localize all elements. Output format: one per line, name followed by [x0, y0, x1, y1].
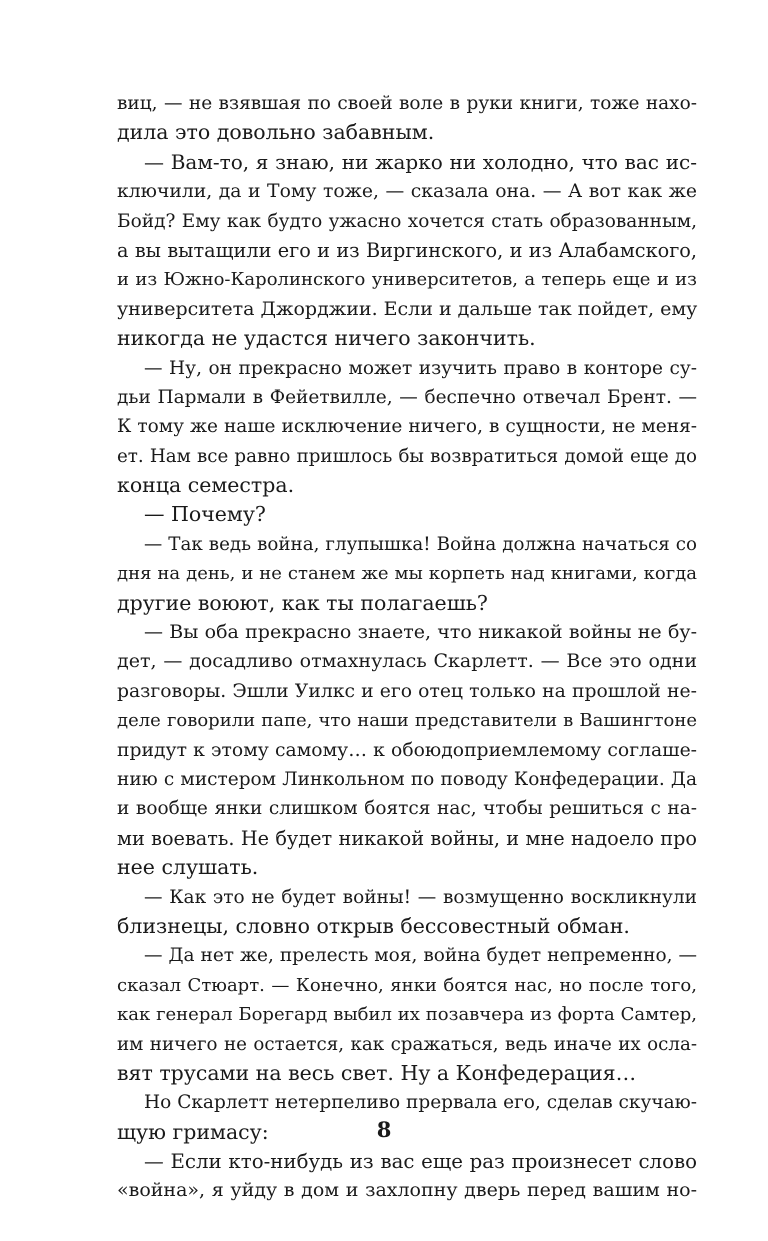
text-line: ключили, да и Тому тоже, — сказала она. — А вот как же [117, 181, 697, 203]
text-line: — Почему? [144, 502, 266, 527]
text-line: конца семестра. [117, 473, 295, 498]
text-line: ет. Нам все равно пришлось бы возвратиться домой еще до [117, 445, 697, 467]
text-line: — Так ведь война, глупышка! Война должна начаться со [144, 533, 697, 555]
text-line: им ничего не остается, как сражаться, ведь иначе их осла- [117, 1033, 697, 1055]
text-line: близнецы, словно открыв бессовестный обман. [117, 913, 630, 938]
text-line: дила это довольно забавным. [117, 120, 435, 145]
text-line: — Вы оба прекрасно знаете, что никакой войны не бу- [144, 621, 697, 644]
text-line: дьи Пармали в Фейетвилле, — беспечно отвечал Брент. — [117, 386, 697, 408]
text-line: придут к этому самому… к обоюдоприемлемому соглаше- [117, 739, 697, 761]
text-line: никогда не удастся ничего закончить. [117, 326, 536, 351]
text-line: университета Джорджии. Если и дальше так пойдет, ему [117, 297, 698, 320]
text-line: К тому же наше исключение ничего, в сущности, не меня- [117, 416, 697, 438]
text-line: ми воевать. Не будет никакой войны, и мне надоело про [117, 826, 697, 850]
text-line: другие воюют, как ты полагаешь? [117, 590, 488, 615]
text-line: — Да нет же, прелесть моя, война будет непременно, — [144, 945, 697, 967]
text-line: нее слушать. [117, 855, 259, 880]
text-line: как генерал Борегард выбил их позавчера из форта Самтер, [117, 1004, 697, 1026]
text-line: — Вам-то, я знаю, ни жарко ни холодно, что вас ис- [144, 149, 697, 174]
page-number: 8 [376, 1117, 392, 1142]
text-line: разговоры. Эшли Уилкс и его отец только на прошлой не- [117, 680, 697, 702]
text-line: дет, — досадливо отмахнулась Скарлетт. — Все это одни [117, 650, 697, 673]
body-text [117, 89, 697, 1206]
text-line: виц, — не взявшая по своей воле в руки книги, тоже нахо- [117, 93, 697, 114]
text-line: вят трусами на весь свет. Ну а Конфедерация… [117, 1060, 637, 1085]
text-line: а вы вытащили его и из Виргинского, и из Алабамского, [117, 238, 697, 262]
text-line: — Ну, он прекрасно может изучить право в конторе су- [144, 357, 697, 379]
text-line: «война», я уйду в дом и захлопну дверь перед вашим но- [117, 1179, 697, 1202]
text-line: Но Скарлетт нетерпеливо прервала его, сделав скучаю- [144, 1092, 697, 1114]
text-line: сказал Стюарт. — Конечно, янки боятся нас, но после того, [117, 974, 697, 996]
text-line: щую гримасу: [117, 1119, 269, 1144]
text-line: и вообще янки слишком боятся нас, чтобы решиться с на- [117, 798, 697, 820]
text-line: и из Южно-Каролинского университетов, а теперь еще и из [117, 269, 697, 291]
text-line: Бойд? Ему как будто ужасно хочется стать образованным, [117, 210, 697, 232]
text-line: — Как это не будет войны! — возмущенно воскликнули [144, 886, 697, 908]
text-line: деле говорили папе, что наши представители в Вашингтоне [117, 710, 697, 732]
text-line: — Если кто-нибудь из вас еще раз произнесет слово [144, 1150, 697, 1174]
text-line: дня на день, и не станем же мы корпеть над книгами, когда [117, 563, 697, 585]
text-line: нию с мистером Линкольном по поводу Конфедерации. Да [117, 768, 697, 790]
